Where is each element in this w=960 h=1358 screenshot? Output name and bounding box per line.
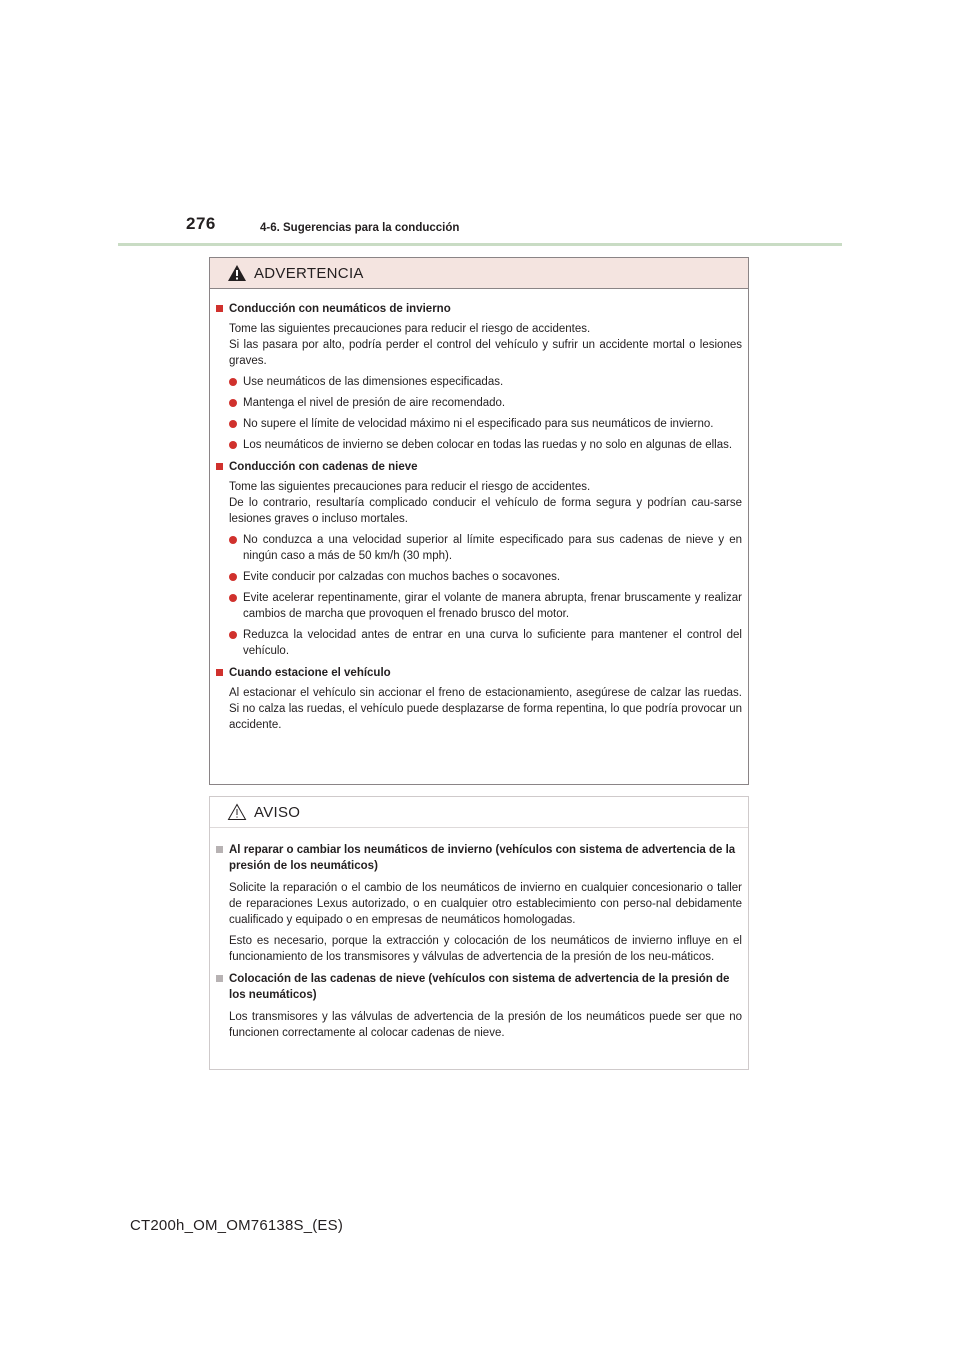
warning-box	[209, 257, 749, 785]
circle-bullet-icon	[229, 631, 237, 639]
warning-heading: Cuando estacione el vehículo	[216, 665, 742, 681]
warning-intro: Tome las siguientes precauciones para reducir el riesgo de accidentes. Si las pasara por alto, podría perder el control del vehículo y sufrir un accidente mortal o lesiones graves.	[229, 323, 742, 367]
circle-bullet-icon	[229, 378, 237, 386]
circle-bullet-icon	[229, 420, 237, 428]
notice-box	[209, 796, 749, 1070]
notice-heading: Al reparar o cambiar los neumáticos de invierno (vehículos con sistema de advertencia de la presión de los neumáticos)	[216, 842, 742, 874]
warning-intro: Tome las siguientes precauciones para reducir el riesgo de accidentes. De lo contrario, resultaría complicado conducir el vehículo de forma segura y podrían cau-sarse lesiones graves o incluso mortales.	[229, 481, 742, 525]
notice-title: AVISO	[254, 804, 301, 821]
list-item: Mantenga el nivel de presión de aire recomendado.	[216, 395, 742, 411]
circle-bullet-icon	[229, 536, 237, 544]
circle-bullet-icon	[229, 594, 237, 602]
list-item: No supere el límite de velocidad máximo ni el especificado para sus neumáticos de invierno.	[216, 416, 742, 432]
warning-bullet-list	[216, 374, 742, 453]
warning-title: ADVERTENCIA	[254, 265, 364, 282]
list-item: Use neumáticos de las dimensiones especificadas.	[216, 374, 742, 390]
warning-heading: Conducción con cadenas de nieve	[216, 459, 742, 475]
page-number: 276	[186, 214, 216, 233]
square-bullet-icon	[216, 463, 223, 470]
notice-title-bar	[210, 797, 748, 828]
notice-heading: Colocación de las cadenas de nieve (vehículos con sistema de advertencia de la presión de los neumáticos)	[216, 971, 742, 1003]
circle-bullet-icon	[229, 573, 237, 581]
warning-intro: Al estacionar el vehículo sin accionar el freno de estacionamiento, asegúrese de calzar las ruedas. Si no calza las ruedas, el vehículo puede desplazarse de forma repentina, lo que podría provocar un accidente.	[229, 687, 742, 731]
section-title: 4-6. Sugerencias para la conducción	[260, 222, 460, 234]
caution-triangle-outline-icon	[227, 803, 247, 821]
document-code: CT200h_OM_OM76138S_(ES)	[130, 1217, 344, 1234]
square-bullet-icon	[216, 305, 223, 312]
square-bullet-icon	[216, 975, 223, 982]
warning-content	[210, 289, 748, 733]
warning-title-bar	[210, 258, 748, 289]
list-item: Evite conducir por calzadas con muchos baches o socavones.	[216, 569, 742, 585]
list-item: Los neumáticos de invierno se deben colocar en todas las ruedas y no solo en algunas de ellas.	[216, 437, 742, 453]
notice-paragraph: Solicite la reparación o el cambio de los neumáticos de invierno en cualquier concesionario o taller de reparaciones Lexus autorizado, o en cualquier otro establecimiento con perso-nal debidamente cualificado y equipado o en empresas de neumáticos homologadas.	[229, 882, 742, 926]
warning-heading: Conducción con neumáticos de invierno	[216, 301, 742, 317]
circle-bullet-icon	[229, 441, 237, 449]
notice-paragraph: Esto es necesario, porque la extracción y colocación de los neumáticos de invierno influye en el funcionamiento de los transmisores y válvulas de advertencia de la presión de los neu-máticos.	[229, 935, 742, 963]
warning-bullet-list	[216, 532, 742, 659]
square-bullet-icon	[216, 669, 223, 676]
list-item: No conduzca a una velocidad superior al límite especificado para sus cadenas de nieve y en ningún caso a más de 50 km/h (30 mph).	[216, 532, 742, 564]
circle-bullet-icon	[229, 399, 237, 407]
list-item: Evite acelerar repentinamente, girar el volante de manera abrupta, frenar bruscamente y realizar cambios de marcha que provoquen el frenado brusco del motor.	[216, 590, 742, 622]
square-bullet-icon	[216, 846, 223, 853]
list-item: Reduzca la velocidad antes de entrar en una curva lo suficiente para mantener el control del vehículo.	[216, 627, 742, 659]
warning-triangle-icon	[227, 264, 247, 282]
notice-paragraph: Los transmisores y las válvulas de advertencia de la presión de los neumáticos puede ser que no funcionen correctamente al colocar cadenas de nieve.	[229, 1011, 742, 1039]
header-divider	[118, 243, 842, 246]
notice-content	[210, 828, 748, 1041]
